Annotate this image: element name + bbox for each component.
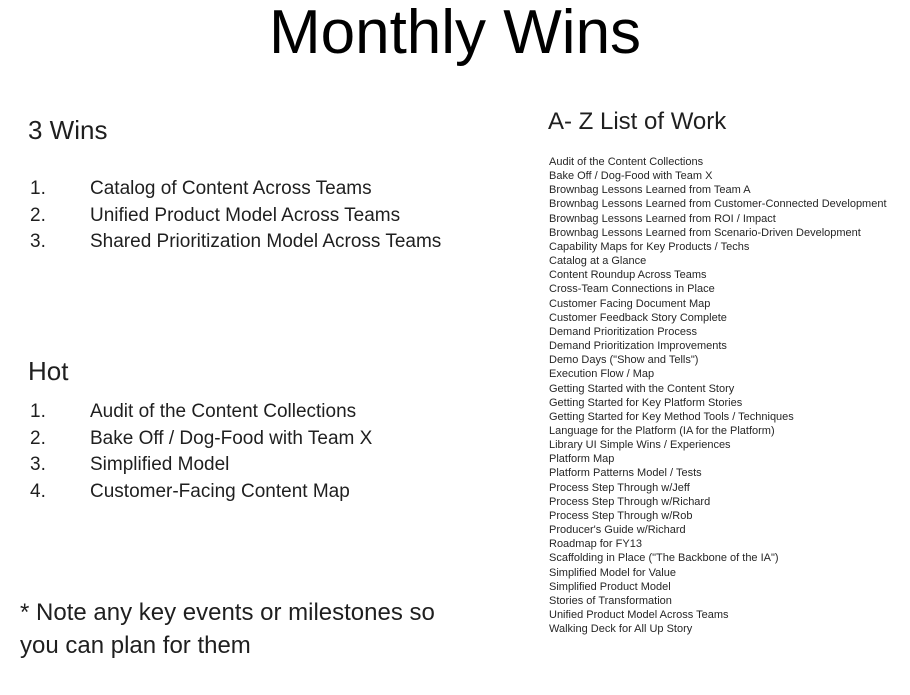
az-list-item: Walking Deck for All Up Story: [549, 623, 693, 636]
list-item: [30, 426, 372, 453]
az-list-item: Platform Map: [549, 453, 615, 466]
item-text: Bake Off / Dog-Food with Team X: [90, 427, 373, 449]
az-list-item: Language for the Platform (IA for the Platform): [549, 424, 775, 437]
az-list-item: Content Roundup Across Teams: [549, 269, 707, 282]
item-text: Audit of the Content Collections: [90, 401, 357, 422]
item-number: 1.: [30, 178, 46, 199]
item-text: Customer-Facing Content Map: [90, 480, 350, 502]
az-list-item: Audit of the Content Collections: [549, 156, 704, 168]
item-text: Unified Product Model Across Teams: [90, 204, 401, 226]
item-number: 1.: [30, 401, 46, 422]
az-list-item: Cross-Team Connections in Place: [549, 283, 715, 296]
az-section-heading: A- Z List of Work: [548, 108, 727, 135]
footnote: * Note any key events or milestones so you can plan for them: [20, 599, 435, 659]
az-list-item: Brownbag Lessons Learned from Team A: [549, 184, 751, 197]
wins-section-heading: 3 Wins: [28, 115, 108, 145]
az-list-item: Process Step Through w/Richard: [549, 495, 711, 508]
az-list-item: Process Step Through w/Jeff: [549, 481, 690, 494]
az-list-item: Demand Prioritization Process: [549, 325, 697, 338]
item-text: Simplified Model: [90, 454, 230, 475]
az-list-item: Demand Prioritization Improvements: [549, 340, 727, 353]
list-item: [30, 203, 441, 230]
az-list-item: Process Step Through w/Rob: [549, 509, 693, 522]
item-number: 2.: [30, 204, 46, 226]
az-list-item: Brownbag Lessons Learned from Scenario-Driven Development: [549, 226, 861, 239]
az-list-item: Getting Started for Key Platform Stories: [549, 396, 743, 409]
list-item: [30, 479, 372, 506]
slide-title: Monthly Wins: [268, 0, 642, 67]
az-list-item: Platform Patterns Model / Tests: [549, 467, 702, 480]
az-list-item: Getting Started for Key Method Tools / Techniques: [549, 410, 794, 423]
list-item: [30, 176, 441, 203]
item-number: 2.: [30, 427, 46, 449]
az-list-item: Producer's Guide w/Richard: [549, 524, 686, 537]
az-list-item: Capability Maps for Key Products / Techs: [549, 240, 750, 253]
list-item: [30, 229, 441, 256]
item-number: 4.: [30, 480, 46, 502]
az-list-item: Demo Days ("Show and Tells"): [549, 354, 699, 367]
az-list-item: Roadmap for FY13: [549, 538, 642, 551]
az-list-item: Catalog at a Glance: [549, 255, 647, 268]
az-list-item: Bake Off / Dog-Food with Team X: [549, 170, 713, 183]
az-list-item: Brownbag Lessons Learned from ROI / Impact: [549, 212, 776, 225]
wins-list: [30, 176, 441, 256]
item-text: Shared Prioritization Model Across Teams: [90, 231, 442, 252]
list-item: [30, 399, 372, 426]
az-list-item: Unified Product Model Across Teams: [549, 609, 729, 621]
list-item: [30, 452, 372, 479]
item-number: 3.: [30, 454, 46, 475]
az-list-item: Execution Flow / Map: [549, 368, 655, 381]
az-list-item: Brownbag Lessons Learned from Customer-Connected Development: [549, 198, 887, 211]
az-list-item: Simplified Model for Value: [549, 566, 676, 579]
az-list-item: Library UI Simple Wins / Experiences: [549, 439, 731, 452]
hot-list: [30, 399, 372, 505]
item-text: Catalog of Content Across Teams: [90, 178, 372, 199]
az-list-item: Customer Feedback Story Complete: [549, 311, 727, 324]
az-list-item: Customer Facing Document Map: [549, 297, 711, 310]
az-list-item: Scaffolding in Place ("The Backbone of the IA"): [549, 552, 779, 565]
az-list-item: Simplified Product Model: [549, 580, 671, 593]
az-list: [549, 155, 887, 636]
hot-section-heading: Hot: [28, 356, 69, 386]
az-list-item: Getting Started with the Content Story: [549, 382, 735, 395]
az-list-item: Stories of Transformation: [549, 594, 672, 607]
item-number: 3.: [30, 231, 46, 252]
